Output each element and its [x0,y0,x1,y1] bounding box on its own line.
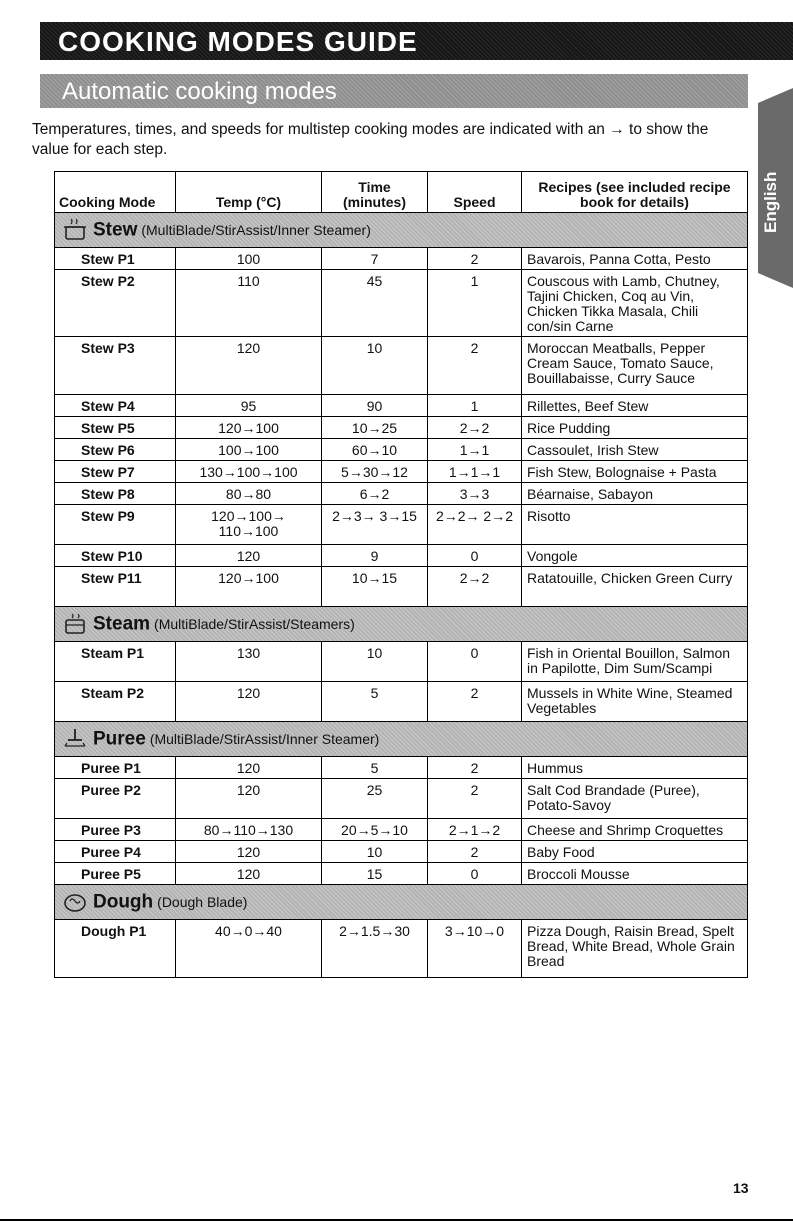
intro-text: Temperatures, times, and speeds for multistep cooking modes are indicated with an → to show the value for each step. [32,121,709,158]
mode-cell: Stew P11 [55,567,176,607]
bottom-rule [0,1219,793,1221]
stew-pot-icon [63,219,87,241]
mode-cell: Puree P1 [55,757,176,779]
mode-cell: Puree P4 [55,841,176,863]
time-cell: 10 [322,337,428,395]
mode-cell: Stew P6 [55,439,176,461]
recipes-cell: Moroccan Meatballs, Pepper Cream Sauce, Tomato Sauce, Bouillabaisse, Curry Sauce [522,337,748,395]
time-cell: 10→25 [322,417,428,439]
temp-cell: 120 [176,779,322,819]
recipes-cell: Risotto [522,505,748,545]
temp-cell: 95 [176,395,322,417]
time-cell: 5→30→12 [322,461,428,483]
time-cell: 5 [322,682,428,722]
speed-cell: 1 [428,395,522,417]
speed-cell: 2→1→2 [428,819,522,841]
section-attachments: (Dough Blade) [157,893,248,910]
table-row [55,779,748,819]
time-cell: 60→10 [322,439,428,461]
recipes-cell: Fish Stew, Bolognaise + Pasta [522,461,748,483]
temp-cell: 130 [176,642,322,682]
temp-cell: 120 [176,757,322,779]
table-row [55,863,748,885]
mode-cell: Stew P9 [55,505,176,545]
recipes-cell: Hummus [522,757,748,779]
table-row [55,417,748,439]
mode-cell: Stew P1 [55,248,176,270]
temp-cell: 40→0→40 [176,920,322,978]
recipes-cell: Bavarois, Panna Cotta, Pesto [522,248,748,270]
speed-cell: 2 [428,337,522,395]
recipes-cell: Fish in Oriental Bouillon, Salmon in Papilotte, Dim Sum/Scampi [522,642,748,682]
temp-cell: 120→100→ 110→100 [176,505,322,545]
section-title: Puree [93,728,146,750]
section-row-dough [55,885,748,920]
table-row [55,337,748,395]
time-cell: 90 [322,395,428,417]
mode-cell: Puree P3 [55,819,176,841]
speed-cell: 2 [428,779,522,819]
recipes-cell: Ratatouille, Chicken Green Curry [522,567,748,607]
subtitle-banner [40,74,748,108]
recipes-cell: Vongole [522,545,748,567]
header-mode: Cooking Mode [55,172,176,213]
temp-cell: 120→100 [176,417,322,439]
mode-cell: Puree P2 [55,779,176,819]
header-time: Time (minutes) [322,172,428,213]
mode-cell: Stew P4 [55,395,176,417]
recipes-cell: Cassoulet, Irish Stew [522,439,748,461]
section-header-cell [55,885,748,920]
recipes-cell: Béarnaise, Sabayon [522,483,748,505]
time-cell: 45 [322,270,428,337]
section-attachments: (MultiBlade/StirAssist/Inner Steamer) [141,221,371,238]
section-row-stew [55,213,748,248]
table-row [55,248,748,270]
title-banner [40,22,793,60]
recipes-cell: Mussels in White Wine, Steamed Vegetables [522,682,748,722]
header-recipes: Recipes (see included recipe book for details) [522,172,748,213]
mode-cell: Steam P1 [55,642,176,682]
speed-cell: 2 [428,841,522,863]
mode-cell: Stew P10 [55,545,176,567]
section-title: Steam [93,613,151,635]
mode-cell: Steam P2 [55,682,176,722]
table-body [55,213,748,978]
recipes-cell: Rillettes, Beef Stew [522,395,748,417]
mode-cell: Stew P8 [55,483,176,505]
temp-cell: 120 [176,682,322,722]
table-row [55,819,748,841]
speed-cell: 0 [428,642,522,682]
section-subtitle: Automatic cooking modes [62,78,337,105]
temp-cell: 120 [176,841,322,863]
section-header-cell [55,722,748,757]
page-number: 13 [733,1180,749,1196]
time-cell: 7 [322,248,428,270]
table-row [55,461,748,483]
table-row [55,841,748,863]
recipes-cell: Baby Food [522,841,748,863]
masher-icon [63,728,87,750]
section-header-cell [55,607,748,642]
mode-cell: Stew P5 [55,417,176,439]
speed-cell: 1 [428,270,522,337]
speed-cell: 2 [428,757,522,779]
recipes-cell: Salt Cod Brandade (Puree), Potato-Savoy [522,779,748,819]
temp-cell: 120 [176,863,322,885]
recipes-cell: Cheese and Shrimp Croquettes [522,819,748,841]
language-tab [758,88,793,288]
table-row [55,395,748,417]
time-cell: 15 [322,863,428,885]
temp-cell: 100 [176,248,322,270]
time-cell: 10 [322,642,428,682]
table-row [55,270,748,337]
speed-cell: 1→1 [428,439,522,461]
section-header-cell [55,213,748,248]
table-row [55,545,748,567]
cooking-modes-table [54,171,748,978]
temp-cell: 110 [176,270,322,337]
speed-cell: 0 [428,863,522,885]
time-cell: 5 [322,757,428,779]
recipes-cell: Couscous with Lamb, Chutney, Tajini Chicken, Coq au Vin, Chicken Tikka Masala, Chili con/sin Carne [522,270,748,337]
table-row [55,567,748,607]
temp-cell: 130→100→100 [176,461,322,483]
temp-cell: 120→100 [176,567,322,607]
time-cell: 25 [322,779,428,819]
time-cell: 2→1.5→30 [322,920,428,978]
speed-cell: 0 [428,545,522,567]
speed-cell: 2→2 [428,417,522,439]
speed-cell: 3→3 [428,483,522,505]
speed-cell: 2 [428,248,522,270]
mode-cell: Dough P1 [55,920,176,978]
table-header-row [55,172,748,213]
time-cell: 10→15 [322,567,428,607]
table-row [55,757,748,779]
table-row [55,439,748,461]
recipes-cell: Rice Pudding [522,417,748,439]
steamer-icon [63,613,87,635]
section-row-steam [55,607,748,642]
recipes-cell: Pizza Dough, Raisin Bread, Spelt Bread, White Bread, Whole Grain Bread [522,920,748,978]
temp-cell: 120 [176,337,322,395]
time-cell: 20→5→10 [322,819,428,841]
table-row [55,483,748,505]
header-temp: Temp (°C) [176,172,322,213]
time-cell: 6→2 [322,483,428,505]
recipes-cell: Broccoli Mousse [522,863,748,885]
section-row-puree [55,722,748,757]
time-cell: 9 [322,545,428,567]
speed-cell: 2→2 [428,567,522,607]
speed-cell: 3→10→0 [428,920,522,978]
page-title: COOKING MODES GUIDE [58,26,418,57]
mode-cell: Puree P5 [55,863,176,885]
mode-cell: Stew P3 [55,337,176,395]
section-attachments: (MultiBlade/StirAssist/Steamers) [154,615,355,632]
table-row [55,682,748,722]
section-attachments: (MultiBlade/StirAssist/Inner Steamer) [149,730,380,747]
table-row [55,642,748,682]
speed-cell: 1→1→1 [428,461,522,483]
language-tab-label: English [761,171,780,233]
header-speed: Speed [428,172,522,213]
section-title: Stew [93,219,138,241]
temp-cell: 80→80 [176,483,322,505]
mode-cell: Stew P2 [55,270,176,337]
dough-icon [63,891,87,913]
table-row [55,505,748,545]
time-cell: 2→3→ 3→15 [322,505,428,545]
speed-cell: 2 [428,682,522,722]
section-title: Dough [93,891,154,913]
table-row [55,920,748,978]
temp-cell: 120 [176,545,322,567]
temp-cell: 100→100 [176,439,322,461]
speed-cell: 2→2→ 2→2 [428,505,522,545]
time-cell: 10 [322,841,428,863]
mode-cell: Stew P7 [55,461,176,483]
temp-cell: 80→110→130 [176,819,322,841]
